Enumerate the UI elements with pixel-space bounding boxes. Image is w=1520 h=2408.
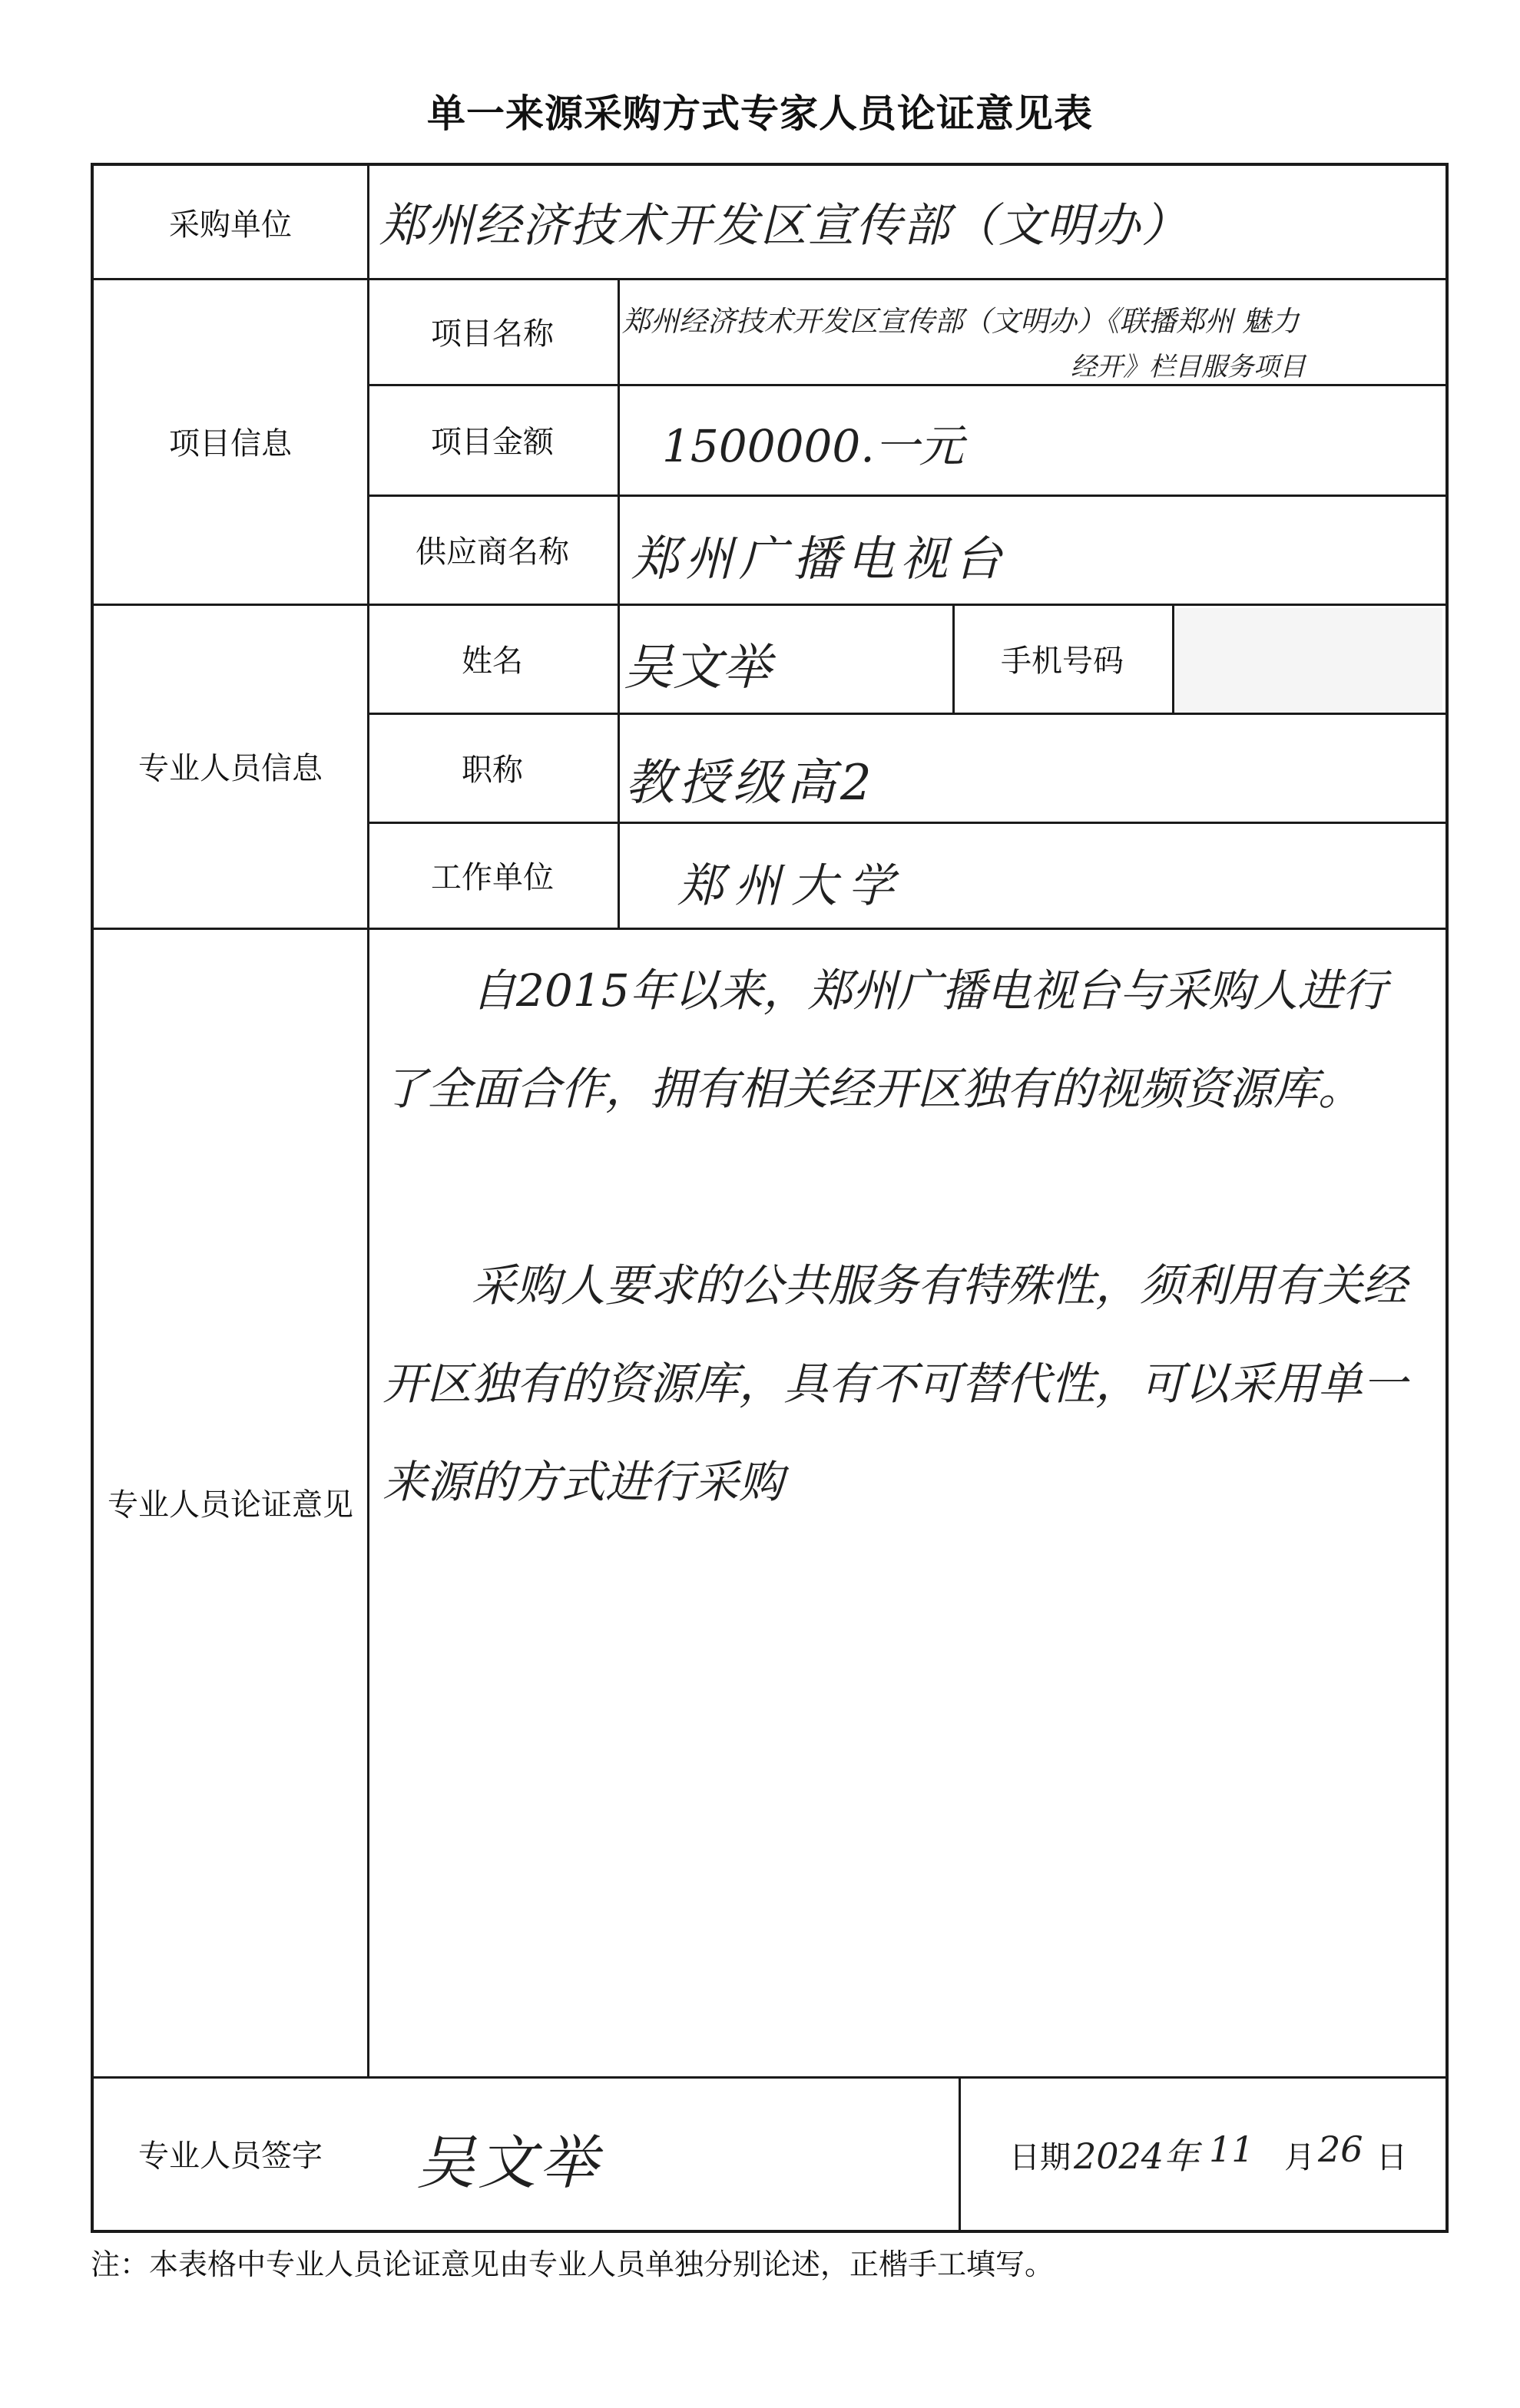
redacted-phone-area: [1175, 608, 1442, 711]
column-divider: [1172, 604, 1174, 713]
project-name-label: 项目名称: [431, 316, 554, 351]
supplier-value: 郑州广播电视台: [631, 531, 1008, 587]
project-amount-value: 1500000.一元: [662, 420, 964, 472]
opinion-paragraph-1: 自2015年以来，郑州广播电视台与采购人进行了全面合作，拥有相关经开区独有的视频资源库。: [382, 964, 1387, 1115]
date-day: 26: [1318, 2128, 1363, 2170]
employer-value: 郑州大学: [677, 859, 905, 913]
column-divider: [618, 278, 620, 928]
month-label: 月: [1284, 2140, 1315, 2175]
opinion-label: 专业人员论证意见: [108, 1487, 353, 1522]
signature-label: 专业人员签字: [138, 2138, 323, 2173]
expert-name-value: 吴文举: [624, 640, 771, 696]
employer-label: 工作单位: [431, 860, 554, 895]
project-name-value-line2: 经开》栏目服务项目: [1071, 352, 1306, 382]
date-year: 2024年: [1074, 2135, 1200, 2177]
project-amount-label: 项目金额: [431, 425, 554, 459]
purchaser-value: 郑州经济技术开发区宣传部（文明办）: [379, 199, 1189, 253]
job-title-value: 教授级高2: [625, 755, 876, 812]
supplier-label: 供应商名称: [416, 534, 569, 569]
purchaser-label: 采购单位: [169, 207, 292, 242]
footnote: 注：本表格中专业人员论证意见由专业人员单独分别论述，正楷手工填写。: [91, 2249, 1055, 2281]
project-name-value-line1: 郑州经济技术开发区宣传部（文明办）《联播郑州 魅力: [622, 305, 1300, 338]
expert-signature: 吴文举: [416, 2128, 601, 2197]
expert-info-label: 专业人员信息: [138, 751, 323, 786]
form-title: 单一来源采购方式专家人员论证意见表: [427, 92, 1093, 135]
expert-name-label: 姓名: [462, 643, 523, 678]
opinion-paragraph-2: 采购人要求的公共服务有特殊性，须利用有关经开区独有的资源库，具有不可替代性，可以采用单一来源的方式进行采购: [382, 1259, 1408, 1508]
phone-label: 手机号码: [1001, 643, 1124, 678]
day-label: 日: [1376, 2140, 1407, 2175]
form-table: [91, 163, 1449, 2233]
date-month: 11: [1209, 2128, 1254, 2170]
project-info-label: 项目信息: [169, 426, 292, 461]
job-title-label: 职称: [462, 752, 523, 787]
column-divider: [959, 2076, 961, 2230]
date-prefix-label: 日期: [1009, 2140, 1071, 2175]
